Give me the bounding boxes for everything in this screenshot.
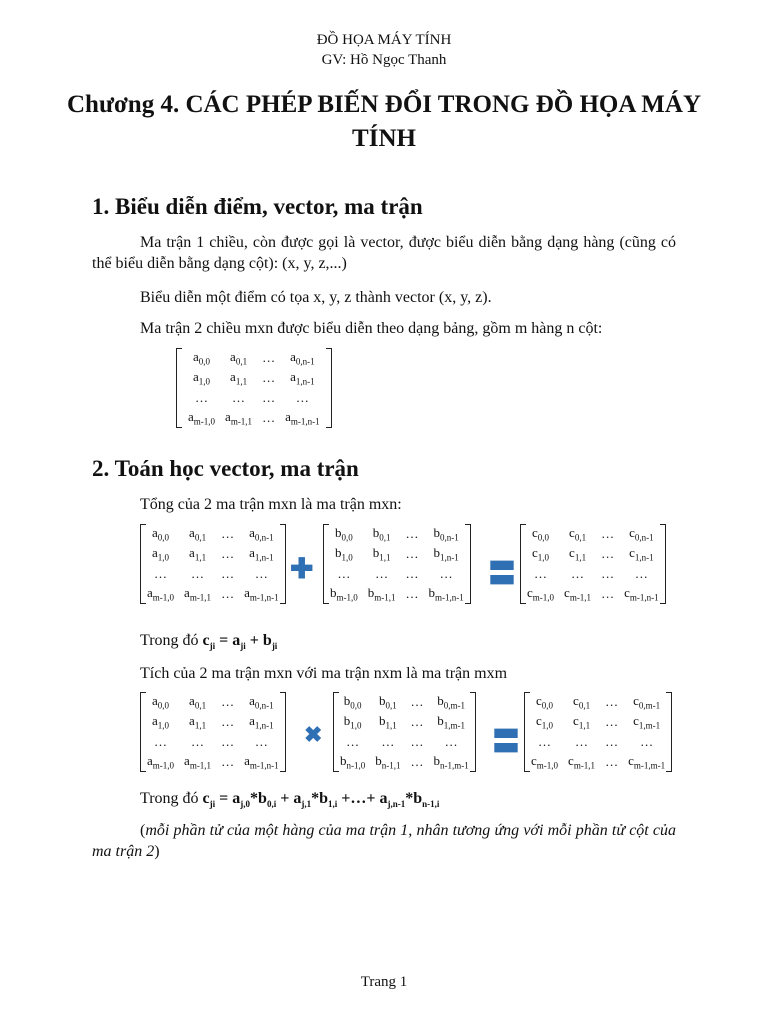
matrix-cell: $a_{1,n-1}$ xyxy=(290,369,315,387)
matrix-row xyxy=(142,732,284,752)
matrix-row xyxy=(526,692,670,712)
matrix-cell: $c_{1,1}$ xyxy=(569,545,587,563)
matrix-row xyxy=(183,408,325,428)
matrix-cell: … xyxy=(221,586,235,601)
matrix-cell: … xyxy=(221,754,235,769)
matrix-cell: … xyxy=(405,566,419,581)
matrix-cell: … xyxy=(601,546,615,561)
matrix-cell: … xyxy=(221,546,235,561)
matrix-cell: $c_{0,n-1}$ xyxy=(629,525,654,543)
matrix-cell: $c_{1,0}$ xyxy=(532,545,550,563)
course-name: ĐỒ HỌA MÁY TÍNH xyxy=(316,32,452,48)
matrix-cell: $a_{0,0}$ xyxy=(152,525,170,543)
matrix-cell: $c_{m-1,1}$ xyxy=(564,585,592,603)
matrix-cell: … xyxy=(575,734,589,749)
matrix-cell: $a_{m-1,1}$ xyxy=(184,585,212,603)
section1-para1: Ma trận 1 chiều, còn được gọi là vector, được biểu diễn bằng dạng hàng (cũng có thể biểu diễn bằng dạng cột): (x, y, z,...) xyxy=(92,234,676,272)
matrix-cell: … xyxy=(605,754,619,769)
matrix-cell: … xyxy=(601,526,615,541)
matrix-row xyxy=(142,584,284,604)
times-operator: ✖ xyxy=(304,722,323,747)
chapter-title: Chương 4. CÁC PHÉP BIẾN ĐỔI TRONG ĐỒ HỌA MÁY TÍNH xyxy=(66,91,701,152)
matrix-cell: $c_{m-1,0}$ xyxy=(527,585,555,603)
matrix-cell: $a_{0,1}$ xyxy=(189,693,207,711)
matrix-cell: … xyxy=(254,566,268,581)
matrix-cell: $b_{n-1,m-1}$ xyxy=(433,753,469,771)
matrix-cell: … xyxy=(221,566,235,581)
matrix-cell: $a_{0,1}$ xyxy=(230,349,248,367)
matrix-cell: $a_{1,1}$ xyxy=(189,713,207,731)
matrix-cell: … xyxy=(262,390,276,405)
matrix-cell: $a_{1,n-1}$ xyxy=(249,713,274,731)
product-note: (mỗi phần tử của một hàng của ma trận 1, nhân tương ứng với mỗi phần tử cột của ma trận 2) xyxy=(92,822,676,860)
matrix-cell: $b_{0,1}$ xyxy=(379,693,397,711)
matrix-row xyxy=(522,524,664,544)
matrix-cell: … xyxy=(221,714,235,729)
matrix-cell: … xyxy=(538,734,552,749)
matrix-cell: $a_{1,0}$ xyxy=(193,369,211,387)
matrix-table xyxy=(142,692,284,772)
matrix-a-display xyxy=(176,348,332,428)
matrix-cell: $b_{1,0}$ xyxy=(343,713,362,731)
matrix-row xyxy=(335,752,474,772)
matrix-cell: … xyxy=(410,754,424,769)
matrix-cell: … xyxy=(410,734,424,749)
matrix-cell: … xyxy=(254,734,268,749)
matrix-cell: $b_{m-1,n-1}$ xyxy=(428,585,464,603)
matrix-cell: … xyxy=(262,370,276,385)
matrix-cell: $b_{m-1,0}$ xyxy=(330,585,358,603)
matrix-cell: … xyxy=(346,734,360,749)
matrix-cell: $a_{m-1,n-1}$ xyxy=(244,753,279,771)
matrix-cell: $a_{1,1}$ xyxy=(189,545,207,563)
matrix-cell: … xyxy=(405,546,419,561)
matrix-row xyxy=(142,564,284,584)
prod-matrix-c xyxy=(524,692,672,772)
matrix-cell: $c_{m-1,m-1}$ xyxy=(628,753,666,771)
section2-heading: 2. Toán học vector, ma trận xyxy=(92,456,359,481)
matrix-cell: … xyxy=(634,566,648,581)
matrix-cell: … xyxy=(601,566,615,581)
matrix-cell: … xyxy=(191,734,205,749)
matrix-cell: … xyxy=(191,566,205,581)
matrix-cell: $b_{0,m-1}$ xyxy=(437,693,465,711)
matrix-cell: … xyxy=(439,566,453,581)
matrix-cell: $a_{m-1,1}$ xyxy=(225,409,253,427)
matrix-cell: … xyxy=(221,734,235,749)
matrix-row xyxy=(522,584,664,604)
sum-matrix-b xyxy=(323,524,471,604)
matrix-cell: … xyxy=(375,566,389,581)
matrix-cell: $a_{1,0}$ xyxy=(152,545,170,563)
matrix-cell: $a_{0,0}$ xyxy=(152,693,170,711)
matrix-cell: $b_{1,n-1}$ xyxy=(433,545,459,563)
equals-operator: 〓 xyxy=(488,559,517,590)
matrix-row xyxy=(325,564,469,584)
section1-para3: Ma trận 2 chiều mxn được biểu diễn theo dạng bảng, gồm m hàng n cột: xyxy=(140,320,603,337)
matrix-cell: … xyxy=(337,566,351,581)
matrix-cell: … xyxy=(295,390,309,405)
matrix-cell: $b_{m-1,1}$ xyxy=(367,585,396,603)
prod-matrix-b xyxy=(333,692,476,772)
sum-matrix-a xyxy=(140,524,286,604)
matrix-row xyxy=(142,524,284,544)
matrix-cell: $a_{m-1,0}$ xyxy=(147,585,175,603)
matrix-cell: $a_{1,0}$ xyxy=(152,713,170,731)
sum-intro: Tổng của 2 ma trận mxn là ma trận mxn: xyxy=(140,496,402,513)
matrix-cell: … xyxy=(410,714,424,729)
matrix-cell: $c_{0,0}$ xyxy=(532,525,550,543)
matrix-row xyxy=(522,564,664,584)
teacher-name: GV: Hồ Ngọc Thanh xyxy=(321,52,447,68)
matrix-cell: … xyxy=(444,734,458,749)
matrix-cell: … xyxy=(410,694,424,709)
matrix-cell: $b_{1,0}$ xyxy=(335,545,353,563)
matrix-cell: … xyxy=(195,390,209,405)
matrix-cell: $c_{1,0}$ xyxy=(536,713,554,731)
product-formula: Trong đó $c_{ji} = a_{j,0}*b_{0,i} + a_{j,1}*b_{1,i}$ +…+ $a_{j,n-1}*b_{n-1,i}$ xyxy=(140,790,440,810)
matrix-cell: $b_{0,n-1}$ xyxy=(433,525,459,543)
matrix-cell: … xyxy=(405,526,419,541)
matrix-row xyxy=(142,712,284,732)
matrix-cell: $a_{m-1,n-1}$ xyxy=(285,409,320,427)
matrix-cell: $a_{0,n-1}$ xyxy=(249,525,274,543)
matrix-cell: … xyxy=(232,390,246,405)
matrix-cell: $b_{n-1,1}$ xyxy=(375,753,401,771)
matrix-cell: $a_{m-1,0}$ xyxy=(188,409,216,427)
matrix-cell: $a_{0,n-1}$ xyxy=(249,693,274,711)
matrix-cell: … xyxy=(605,734,619,749)
matrix-cell: $c_{m-1,1}$ xyxy=(568,753,596,771)
matrix-cell: $a_{m-1,n-1}$ xyxy=(244,585,279,603)
matrix-table xyxy=(335,692,474,772)
matrix-cell: $c_{m-1,0}$ xyxy=(531,753,559,771)
matrix-cell: $c_{0,1}$ xyxy=(569,525,587,543)
matrix-cell: … xyxy=(154,566,168,581)
matrix-cell: … xyxy=(405,586,419,601)
matrix-row xyxy=(335,692,474,712)
matrix-cell: $b_{1,m-1}$ xyxy=(437,713,465,731)
matrix-table xyxy=(522,524,664,604)
matrix-row xyxy=(522,544,664,564)
matrix-cell: … xyxy=(221,526,235,541)
matrix-row xyxy=(142,692,284,712)
matrix-row xyxy=(325,584,469,604)
section1-para2: Biểu diễn một điểm có tọa x, y, z thành vector (x, y, z). xyxy=(140,289,492,306)
matrix-cell: $c_{1,n-1}$ xyxy=(629,545,654,563)
product-intro: Tích của 2 ma trận mxn với ma trận nxm là ma trận mxm xyxy=(140,665,508,682)
matrix-row xyxy=(183,368,325,388)
matrix-row xyxy=(335,732,474,752)
matrix-row xyxy=(325,524,469,544)
matrix-cell: … xyxy=(640,734,654,749)
matrix-cell: $a_{0,0}$ xyxy=(193,349,211,367)
page-number: Trang 1 xyxy=(360,974,408,990)
sum-formula: Trong đó $c_{ji} = a_{ji} + b_{ji}$ xyxy=(140,632,278,652)
matrix-cell: $a_{1,n-1}$ xyxy=(249,545,274,563)
matrix-table xyxy=(325,524,469,604)
matrix-cell: $b_{n-1,0}$ xyxy=(340,753,366,771)
matrix-cell: $c_{0,m-1}$ xyxy=(633,693,661,711)
matrix-cell: $a_{0,1}$ xyxy=(189,525,207,543)
matrix-cell: $a_{m-1,0}$ xyxy=(147,753,175,771)
section1-heading: 1. Biểu diễn điểm, vector, ma trận xyxy=(92,194,423,219)
matrix-cell: $c_{1,1}$ xyxy=(573,713,591,731)
matrix-row xyxy=(526,712,670,732)
matrix-cell: $c_{1,m-1}$ xyxy=(633,713,661,731)
matrix-cell: $b_{0,0}$ xyxy=(335,525,353,543)
matrix-cell: $b_{0,0}$ xyxy=(343,693,362,711)
matrix-cell: $b_{1,1}$ xyxy=(379,713,397,731)
matrix-cell: $a_{0,n-1}$ xyxy=(290,349,315,367)
matrix-row xyxy=(142,544,284,564)
matrix-cell: $b_{0,1}$ xyxy=(372,525,391,543)
matrix-row xyxy=(325,544,469,564)
matrix-cell: … xyxy=(605,694,619,709)
matrix-table xyxy=(526,692,670,772)
matrix-cell: $c_{0,1}$ xyxy=(573,693,591,711)
matrix-row xyxy=(335,712,474,732)
matrix-cell: … xyxy=(571,566,585,581)
matrix-cell: $c_{m-1,n-1}$ xyxy=(624,585,659,603)
sum-matrix-c xyxy=(520,524,666,604)
plus-operator: ✚ xyxy=(290,554,314,585)
matrix-cell: $a_{m-1,1}$ xyxy=(184,753,212,771)
matrix-cell: … xyxy=(221,694,235,709)
matrix-cell: … xyxy=(534,566,548,581)
matrix-table xyxy=(183,348,325,428)
matrix-cell: … xyxy=(154,734,168,749)
matrix-cell: … xyxy=(605,714,619,729)
matrix-row xyxy=(526,732,670,752)
matrix-cell: … xyxy=(262,410,276,425)
matrix-cell: … xyxy=(262,350,276,365)
matrix-row xyxy=(183,388,325,408)
matrix-cell: $c_{0,0}$ xyxy=(536,693,554,711)
matrix-cell: $b_{1,1}$ xyxy=(372,545,391,563)
matrix-cell: $a_{1,1}$ xyxy=(230,369,248,387)
matrix-row xyxy=(142,752,284,772)
matrix-cell: … xyxy=(601,586,615,601)
equals-operator: 〓 xyxy=(492,727,521,758)
matrix-row xyxy=(183,348,325,368)
prod-matrix-a xyxy=(140,692,286,772)
matrix-table xyxy=(142,524,284,604)
matrix-cell: … xyxy=(381,734,395,749)
matrix-row xyxy=(526,752,670,772)
